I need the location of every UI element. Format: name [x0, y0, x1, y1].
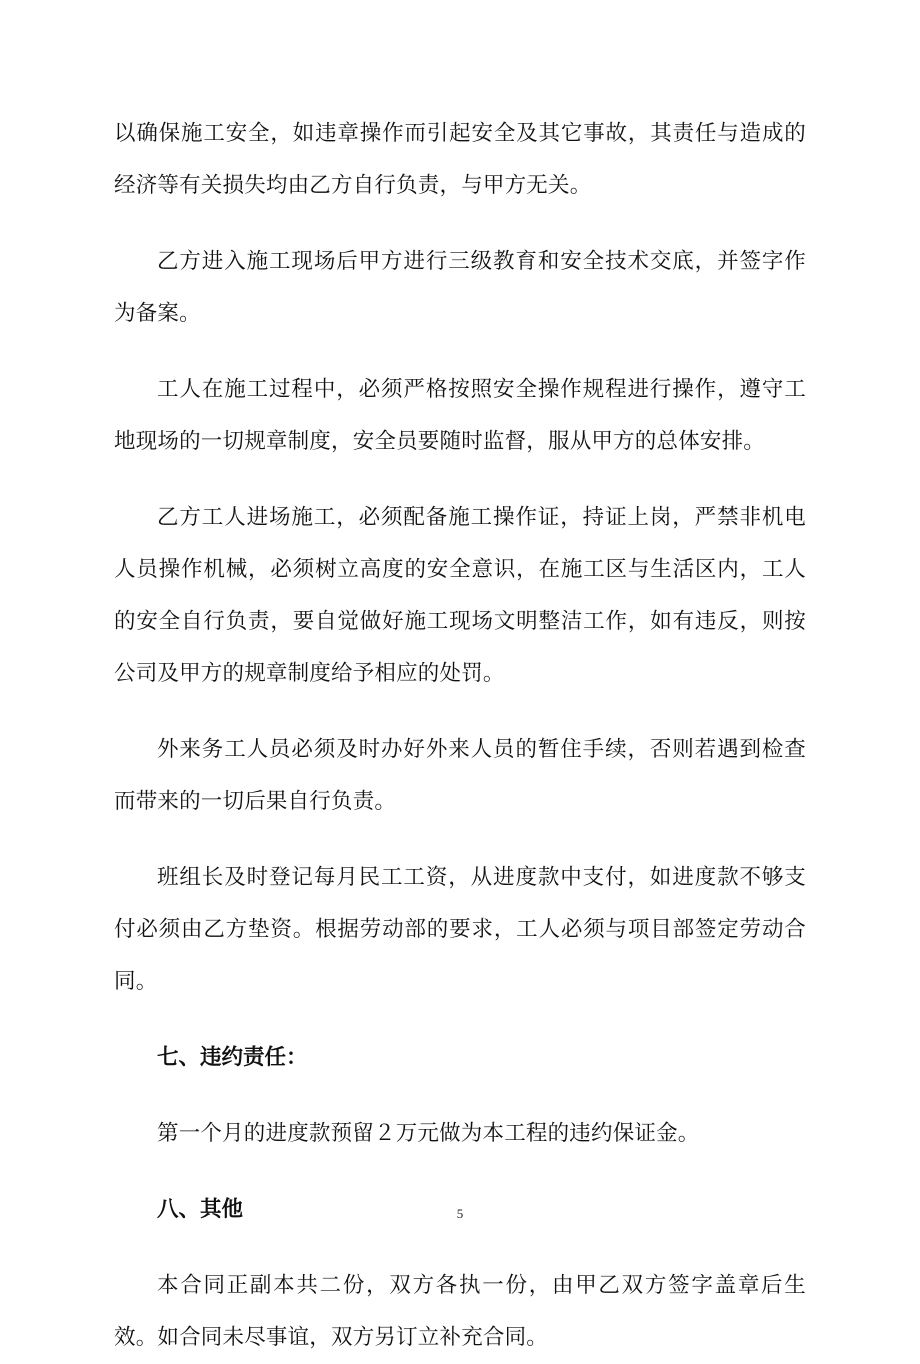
- document-body: [114, 108, 806, 1364]
- section-heading-breach-liability: 七、违约责任：: [157, 1045, 308, 1070]
- page-number: 5: [456, 1206, 464, 1221]
- paragraph-temporary-residence: 外来务工人员必须及时办好外来人员的暂住手续，否则若遇到检查而带来的一切后果自行负责。: [114, 737, 806, 814]
- paragraph-safety-responsibility: 以确保施工安全，如违章操作而引起安全及其它事故，其责任与造成的经济等有关损失均由乙方自行负责，与甲方无关。: [114, 121, 806, 198]
- paragraph-certification: 乙方工人进场施工，必须配备施工操作证，持证上岗，严禁非机电人员操作机械，必须树立高度的安全意识，在施工区与生活区内，工人的安全自行负责，要自觉做好施工现场文明整洁工作，如有违反，则按公司及甲方的规章制度给予相应的处罚。: [114, 505, 806, 686]
- paragraph-breach-deposit: 第一个月的进度款预留２万元做为本工程的违约保证金。: [157, 1121, 700, 1146]
- paragraph-contract-copies: 本合同正副本共二份，双方各执一份，由甲乙双方签字盖章后生效。如合同未尽事谊，双方另订立补充合同。: [114, 1273, 806, 1350]
- paragraph-safety-education: 乙方进入施工现场后甲方进行三级教育和安全技术交底，并签字作为备案。: [114, 249, 806, 326]
- paragraph-operation-rules: 工人在施工过程中，必须严格按照安全操作规程进行操作，遵守工地现场的一切规章制度，安全员要随时监督，服从甲方的总体安排。: [114, 377, 806, 454]
- paragraph-wages: 班组长及时登记每月民工工资，从进度款中支付，如进度款不够支付必须由乙方垫资。根据劳动部的要求，工人必须与项目部签定劳动合同。: [114, 865, 806, 994]
- section-heading-other: 八、其他: [157, 1197, 244, 1222]
